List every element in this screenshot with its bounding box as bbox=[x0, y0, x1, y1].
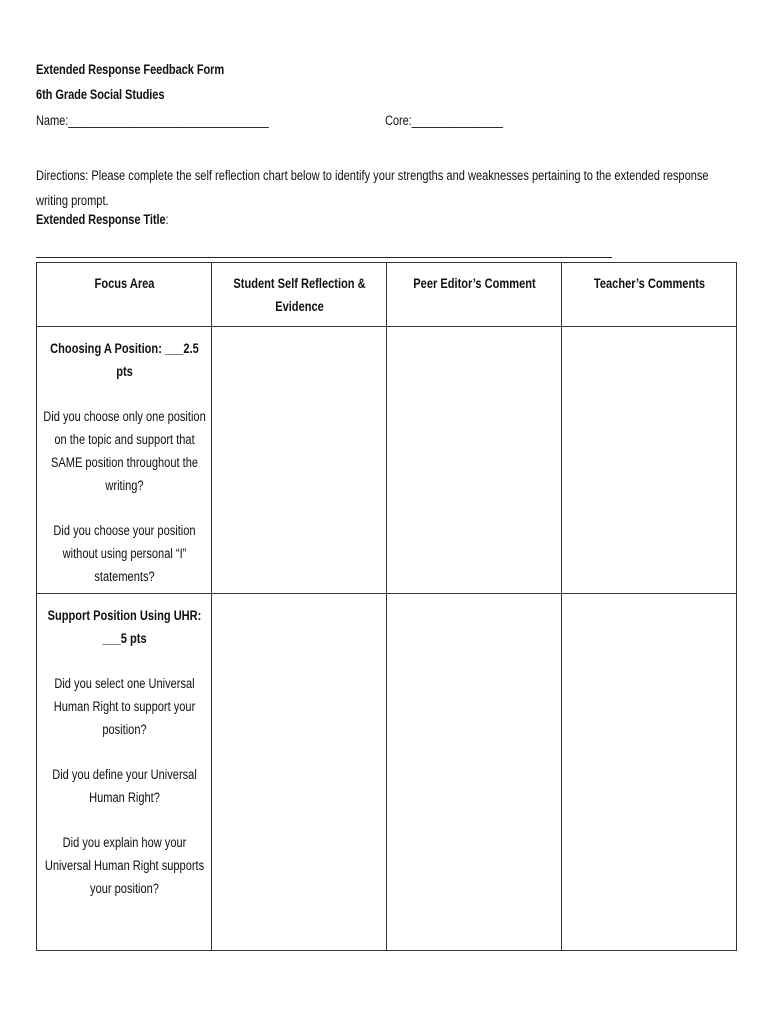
form-subtitle: 6th Grade Social Studies bbox=[36, 87, 165, 102]
header-student-reflection: Student Self Reflection & Evidence bbox=[212, 263, 387, 327]
form-title: Extended Response Feedback Form bbox=[36, 62, 225, 77]
header-peer-editor: Peer Editor’s Comment bbox=[387, 263, 562, 327]
focus-area-cell bbox=[37, 327, 212, 594]
header-focus-area: Focus Area bbox=[37, 263, 212, 327]
response-title-label: Extended Response Title bbox=[36, 212, 166, 227]
question-text: Did you select one Universal Human Right to support your position? bbox=[53, 676, 196, 737]
focus-area-cell bbox=[37, 594, 212, 951]
peer-comment-cell[interactable] bbox=[387, 327, 562, 594]
question-text: Did you explain how your Universal Human Right supports your position? bbox=[44, 835, 205, 896]
question-text: Did you define your Universal Human Right? bbox=[52, 767, 197, 805]
student-reflection-cell[interactable] bbox=[212, 594, 387, 951]
student-reflection-cell[interactable] bbox=[212, 327, 387, 594]
response-title-colon: : bbox=[165, 212, 169, 227]
table-header-row bbox=[37, 263, 737, 327]
name-field[interactable]: Name:_________________________________ bbox=[36, 113, 269, 128]
table-row bbox=[37, 327, 737, 594]
directions-text: Directions: Please complete the self reflection chart below to identify your strengths and weaknesses pertaining to the extended response writing prompt. bbox=[36, 168, 709, 208]
core-field[interactable]: Core:_______________ bbox=[385, 113, 503, 128]
peer-comment-cell[interactable] bbox=[387, 594, 562, 951]
response-title-line[interactable] bbox=[36, 257, 612, 258]
row-title: Support Position Using UHR: ___5 pts bbox=[47, 608, 202, 646]
response-title-field[interactable] bbox=[36, 212, 169, 227]
teacher-comment-cell[interactable] bbox=[562, 594, 737, 951]
question-text: Did you choose only one position on the topic and support that SAME position throughout the writing? bbox=[43, 409, 206, 493]
table-row bbox=[37, 594, 737, 951]
teacher-comment-cell[interactable] bbox=[562, 327, 737, 594]
row-title: Choosing A Position: ___2.5 pts bbox=[50, 341, 199, 379]
question-text: Did you choose your position without using personal “I” statements? bbox=[53, 523, 196, 584]
header-teacher-comments: Teacher’s Comments bbox=[562, 263, 737, 327]
self-reflection-table bbox=[36, 262, 737, 951]
